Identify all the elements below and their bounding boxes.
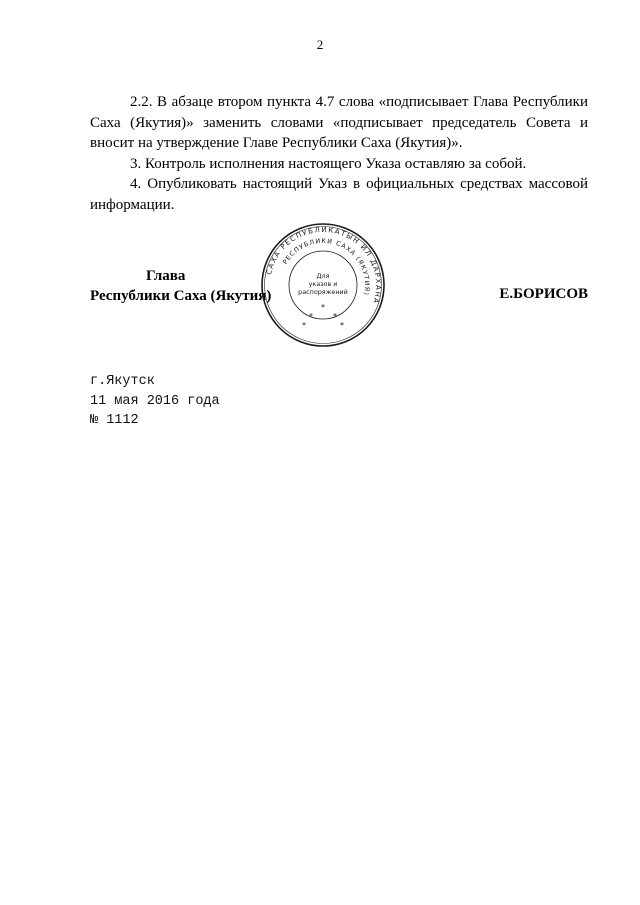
seal-star-icon: * — [333, 312, 337, 321]
page-number: 2 — [316, 37, 324, 52]
seal-star-icon: * — [321, 303, 325, 312]
issue-city: г.Якутск — [90, 374, 155, 389]
issue-date: 11 мая 2016 года — [90, 393, 220, 409]
issue-details — [90, 372, 220, 431]
signer-title — [90, 266, 271, 306]
signer-title-line1: Глава — [146, 268, 186, 284]
issue-number: № 1112 — [90, 413, 139, 428]
seal-center-line1: Для — [316, 272, 330, 280]
paragraph-3: 3. Контроль исполнения настоящего Указа оставляю за собой. — [130, 155, 527, 172]
signer-title-line2: Республики Саха (Якутия) — [90, 288, 272, 304]
seal-center-line2: указов и — [308, 280, 338, 288]
seal-icon — [260, 222, 386, 348]
seal-star-icon: * — [309, 312, 313, 321]
seal-inner-text: РЕСПУБЛИКИ САХА (ЯКУТИЯ) — [281, 236, 372, 297]
paragraph-2-2: 2.2. В абзаце втором пункта 4.7 слова «подписывает Глава Республики Саха (Якутия)» заменить словами «подписывает председатель Совета и вносит на утверждение Главе Республики Саха (Якутия)». — [90, 94, 588, 151]
seal-outer-text: САХА РЕСПУБЛИКАТЫН ИЛ ДАРХАНА — [265, 225, 383, 306]
official-seal — [260, 222, 386, 348]
seal-center-line3: распоряжений — [298, 288, 348, 296]
document-body — [90, 92, 588, 215]
seal-star-icon: * — [340, 321, 344, 330]
seal-star-icon: * — [302, 321, 306, 330]
paragraph-4: 4. Опубликовать настоящий Указ в официальных средствах массовой информации. — [90, 176, 588, 213]
signer-name: Е.БОРИСОВ — [499, 286, 588, 302]
